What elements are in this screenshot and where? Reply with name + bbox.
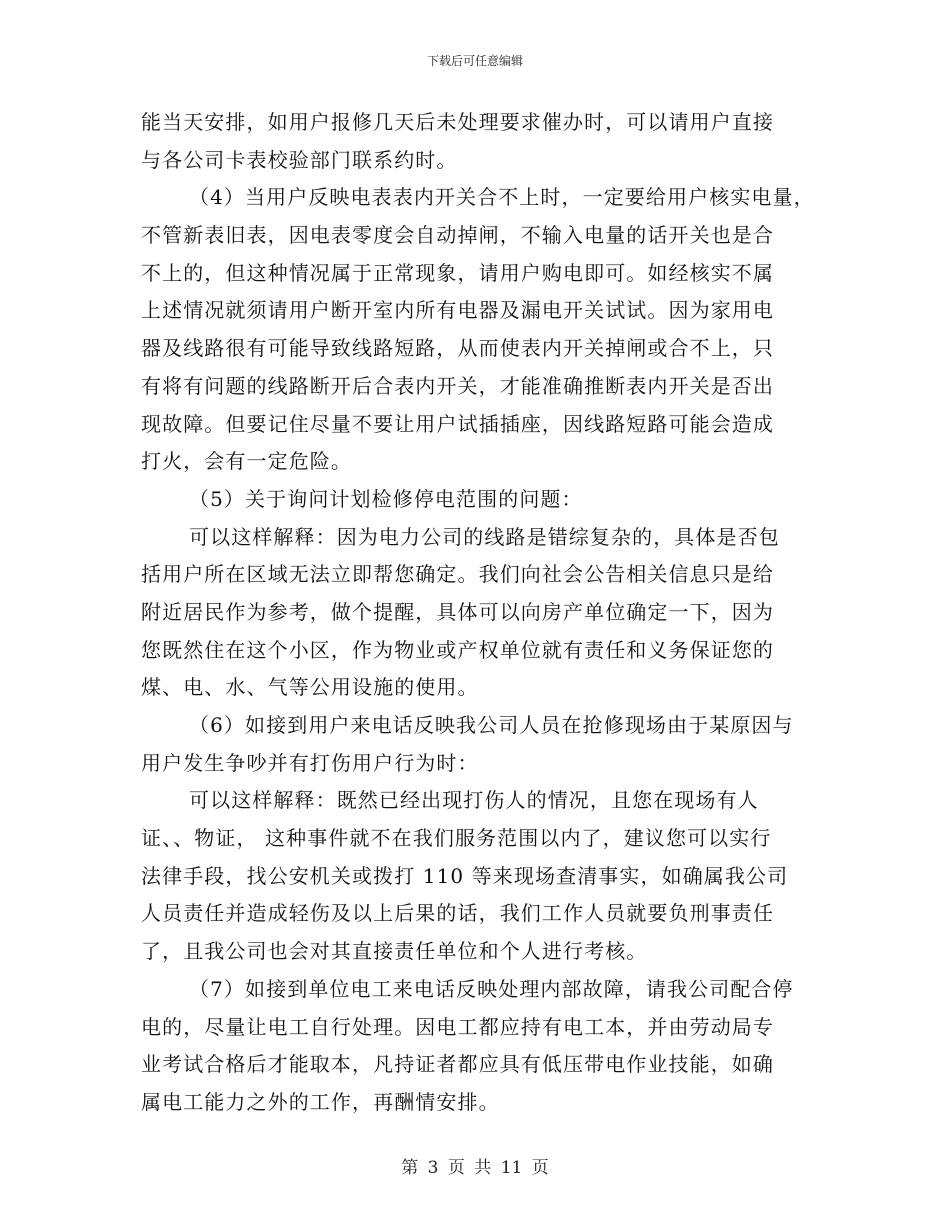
text-line: 业考试合格后才能取本，凡持证者都应具有低压带电作业技能，如确	[141, 1052, 774, 1077]
text-line: 法律手段，找公安机关或拨打 110 等来现场查清事实，如确属我公司	[141, 863, 789, 888]
page-header: 下载后可任意编辑	[426, 54, 523, 68]
text-line: （7）如接到单位电工来电话反映处理内部故障，请我公司配合停	[189, 976, 794, 1001]
text-line: 人员责任并造成轻伤及以上后果的话，我们工作人员就要负刑事责任	[141, 901, 774, 926]
text-line: 附近居民作为参考，做个提醒，具体可以向房产单位确定一下，因为	[141, 599, 774, 624]
text-line: 不上的，但这种情况属于正常现象，请用户购电即可。如经核实不属	[141, 260, 774, 285]
page-footer: 第 3 页 共 11 页	[401, 1158, 549, 1178]
document-body	[141, 104, 821, 1122]
text-line: 括用户所在区域无法立即帮您确定。我们向社会公告相关信息只是给	[141, 562, 774, 587]
text-line: 现故障。但要记住尽量不要让用户试插插座，因线路短路可能会造成	[141, 411, 774, 436]
text-line: 您既然住在这个小区，作为物业或产权单位就有责任和义务保证您的	[141, 637, 774, 662]
text-line: （6）如接到用户来电话反映我公司人员在抢修现场由于某原因与	[189, 713, 794, 737]
text-line: 可以这样解释：既然已经出现打伤人的情况，且您在现场有人	[189, 788, 759, 813]
text-line: 能当天安排，如用户报修几天后未处理要求催办时，可以请用户直接	[141, 110, 774, 134]
text-line: 不管新表旧表，因电表零度会自动掉闸，不输入电量的话开关也是合	[141, 223, 774, 248]
text-line: 煤、电、水、气等公用设施的使用。	[141, 675, 479, 700]
text-line: 打火，会有一定危险。	[141, 449, 352, 474]
text-line: （4）当用户反映电表表内开关合不上时，一定要给用户核实电量，	[189, 185, 815, 210]
text-line: 证、、物证， 这种事件就不在我们服务范围以内了，建议您可以实行	[141, 826, 772, 851]
text-line: 可以这样解释：因为电力公司的线路是错综复杂的，具体是否包	[189, 524, 780, 549]
text-line: （5）关于询问计划检修停电范围的问题：	[189, 486, 583, 511]
text-line: 有将有问题的线路断开后合表内开关，才能准确推断表内开关是否出	[141, 373, 774, 398]
text-line: 属电工能力之外的工作，再酬情安排。	[141, 1089, 500, 1114]
text-line: 与各公司卡表校验部门联系约时。	[141, 147, 458, 172]
text-line: 用户发生争吵并有打伤用户行为时：	[141, 750, 479, 775]
text-line: 上述情况就须请用户断开室内所有电器及漏电开关试试。因为家用电	[141, 298, 774, 323]
text-line: 器及线路很有可能导致线路短路，从而使表内开关掉闸或合不上，只	[141, 336, 774, 361]
text-line: 了，且我公司也会对其直接责任单位和个人进行考核。	[141, 939, 648, 964]
text-line: 电的，尽量让电工自行处理。因电工都应持有电工本，并由劳动局专	[141, 1014, 774, 1039]
